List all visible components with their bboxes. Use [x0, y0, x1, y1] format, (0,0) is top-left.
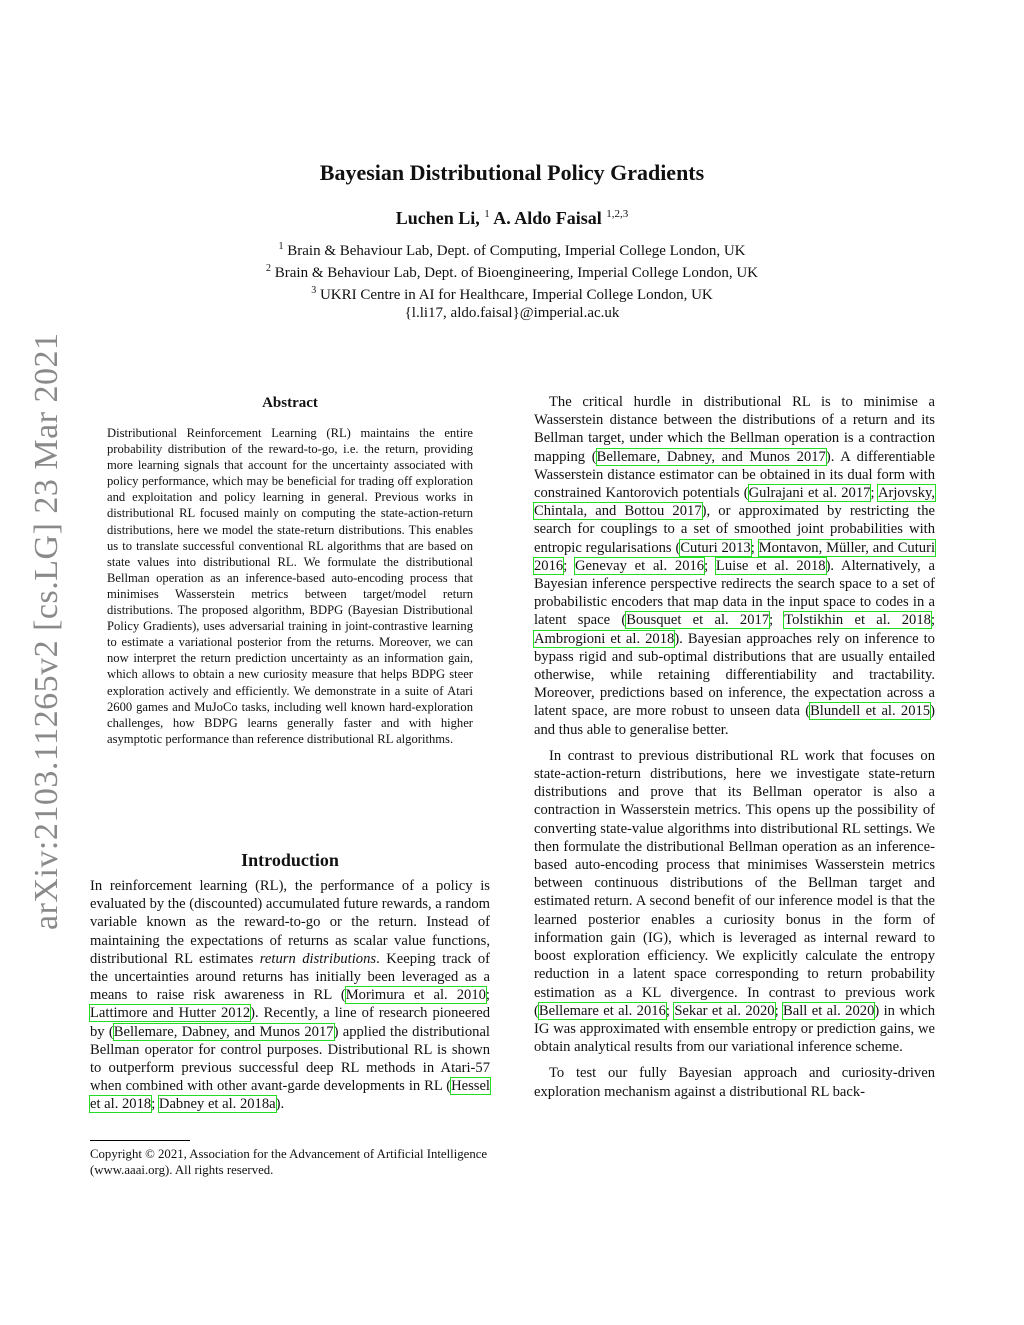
citation-link[interactable]: Montavon, Müller, and Cuturi 2016: [534, 539, 935, 574]
citation-link[interactable]: Sekar et al. 2020: [674, 1002, 775, 1019]
affiliation-line: [0, 238, 1024, 260]
text-run: ;: [665, 1002, 675, 1019]
copyright-footnote: Copyright © 2021, Association for the Advancement of Artificial Intelligence (www.aaai.org). All rights reserved.: [90, 1147, 488, 1177]
right-column-body: [534, 393, 935, 1101]
affil-text: Brain & Behaviour Lab, Dept. of Bioengineering, Imperial College London, UK: [274, 265, 758, 281]
text-run: ). Bayesian approaches rely on inference to bypass rigid and sub-optimal distributions that are usually entailed otherwise, while retaining differentiability and tractability. Moreover, predictions based on inference, the expectation across a latent space, are more robust to unseen data (: [534, 630, 935, 720]
text-run: ).: [275, 1096, 285, 1113]
text-run: . Keeping track of the uncertainties around returns has initially been leveraged as a means to raise risk awareness in RL (: [90, 950, 491, 1004]
arxiv-identifier: arXiv:2103.11265v2 [cs.LG] 23 Mar 2021: [28, 332, 65, 930]
text-run: ). Alternatively, a Bayesian inference perspective redirects the search space to a set of probabilistic encoders that map data in the input space to codes in a latent space (: [534, 557, 935, 629]
author-affil-sup: 1: [484, 208, 490, 220]
affil-text: UKRI Centre in AI for Healthcare, Imperial College London, UK: [319, 287, 713, 303]
abstract-text: Distributional Reinforcement Learning (RL) maintains the entire probability distribution of the reward-to-go, i.e. the return, providing more learning signals that account for the uncertainty associated with policy performance, which may be beneficial for trading off exploration and exploitation and policy learning in general. Previous works in distributional RL focused mainly on computing the state-action-return distributions, here we model the state-return distributions. This enables us to translate successful conventional RL algorithms that are based on state values into distributional RL. We formulate the distributional Bellman operation as an inference-based auto-encoding process that minimises Wasserstein metrics between target/model return distributions. The proposed algorithm, BDPG (Bayesian Distributional Policy Gradients), uses adversarial training in joint-contrastive learning to estimate a variational posterior from the returns. Moreover, we can now interpret the return prediction uncertainty as an information gain, which allows to obtain a new curiosity measure that helps BDPG steer exploration actively and efficiently. We demonstrate in a suite of Atari 2600 games and MuJoCo tasks, including well known hard-exploration challenges, how BDPG learns generally faster and with higher asymptotic performance than reference distributional RL algorithms.: [107, 426, 473, 746]
text-run: ) in which IG was approximated with ensemble entropy or prediction gains, we obtain analytical results from our variational inference scheme.: [534, 1002, 936, 1056]
citation-link[interactable]: Blundell et al. 2015: [810, 703, 931, 720]
affiliations: [0, 238, 1024, 322]
emphasis-text: return distributions: [259, 950, 377, 967]
citation-link[interactable]: Ball et al. 2020: [783, 1002, 875, 1019]
footnote-rule: [90, 1140, 190, 1141]
introduction-body: [90, 877, 490, 1114]
citation-link[interactable]: Tolstikhin et al. 2018: [784, 612, 931, 629]
text-run: ;: [769, 612, 785, 629]
text-run: ;: [870, 485, 878, 502]
citation-link[interactable]: Genevay et al. 2016: [575, 557, 705, 574]
paragraph: [90, 877, 490, 1114]
affil-sup: 1: [278, 241, 284, 252]
citation-link[interactable]: Bellemare, Dabney, and Munos 2017: [113, 1023, 334, 1040]
abstract-heading: Abstract: [262, 395, 318, 411]
text-run: ;: [750, 539, 759, 556]
author-line: [0, 208, 1024, 229]
text-run: ) applied the distributional Bellman operator for control purposes. Distributional RL is shown to outperform previous successful deep RL methods in Atari-57 when combined with other avant-garde developments in RL (: [90, 1023, 490, 1095]
affil-text: Brain & Behaviour Lab, Dept. of Computing, Imperial College London, UK: [287, 243, 746, 259]
author-name: A. Aldo Faisal: [493, 208, 602, 228]
paragraph: [534, 747, 935, 1056]
affil-sup: 2: [266, 263, 272, 274]
text-run: ;: [485, 987, 490, 1004]
citation-link[interactable]: Bousquet et al. 2017: [626, 612, 770, 629]
paragraph: [534, 1064, 935, 1100]
affil-sup: 3: [311, 285, 317, 296]
citation-link[interactable]: Dabney et al. 2018a: [158, 1096, 276, 1113]
citation-link[interactable]: Gulrajani et al. 2017: [748, 485, 871, 502]
citation-link[interactable]: Cuturi 2013: [680, 539, 751, 556]
text-run: The critical hurdle in distributional RL is to minimise a Wasserstein distance between the distributions of a return and its Bellman target, under which the Bellman operation is a contraction mapping (: [534, 394, 935, 465]
author-email: {l.li17, aldo.faisal}@imperial.ac.uk: [404, 305, 620, 321]
text-run: In reinforcement learning (RL), the performance of a policy is evaluated by the (discounted) accumulated future rewards, a random variable known as the reward-to-go or the return. Instead of maintaining the expectations of returns as scalar value functions, distributional RL estimates: [90, 878, 490, 967]
affiliation-line: [0, 282, 1024, 304]
paper-title: Bayesian Distributional Policy Gradients: [319, 160, 705, 185]
author-affil-sup: 1,2,3: [606, 208, 629, 220]
text-run: ). Recently, a line of research pioneered by (: [90, 1005, 490, 1040]
citation-link[interactable]: Luise et al. 2018: [715, 557, 826, 574]
text-run: ;: [774, 1002, 784, 1019]
text-run: ;: [151, 1096, 159, 1113]
citation-link[interactable]: Ambrogioni et al. 2018: [534, 630, 675, 647]
citation-link[interactable]: Bellemare et al. 2016: [538, 1002, 666, 1019]
affiliation-line: [0, 260, 1024, 282]
text-run: ). A differentiable Wasserstein distance estimator can be obtained in its dual form with constrained Kantorovich potentials (: [534, 448, 935, 502]
paragraph: [534, 393, 935, 739]
text-run: In contrast to previous distributional RL work that focuses on state-action-return distributions, here we investigate state-return distributions and prove that its Bellman operator is also a contraction in Wasserstein metrics. This opens up the possibility of converting state-value algorithms into distributional RL settings. We then formulate the distributional Bellman operation as an inference-based auto-encoding process that minimises Wasserstein metrics between continuous distributions of the Bellman target and estimated return. A second benefit of our inference model is that the learned posterior enables a curiosity bonus in the form of information gain (IG), which is leveraged as internal reward to boost exploration efficiency. We explicitly calculate the entropy reduction in a latent space corresponding to return probability estimation as a KL divergence. In contrast to previous work (: [534, 747, 935, 1019]
citation-link[interactable]: Lattimore and Hutter 2012: [90, 1005, 251, 1022]
citation-link[interactable]: Hessel et al. 2018: [90, 1078, 490, 1113]
text-run: ), or approximated by restricting the search for couplings to a set of smoothed joint probabilities with entropic regularisations (: [534, 503, 935, 556]
text-run: To test our fully Bayesian approach and curiosity-driven exploration mechanism against a distributional RL back-: [534, 1065, 935, 1100]
text-run: ;: [930, 612, 935, 629]
citation-link[interactable]: Arjovsky, Chintala, and Bottou 2017: [534, 485, 935, 520]
text-run: ;: [563, 557, 576, 574]
text-run: ) and thus able to generalise better.: [534, 703, 935, 738]
introduction-heading: Introduction: [241, 850, 339, 870]
citation-link[interactable]: Bellemare, Dabney, and Munos 2017: [596, 448, 826, 465]
citation-link[interactable]: Morimura et al. 2010: [345, 987, 486, 1004]
text-run: ;: [704, 557, 716, 574]
author-name: Luchen Li,: [395, 208, 480, 228]
